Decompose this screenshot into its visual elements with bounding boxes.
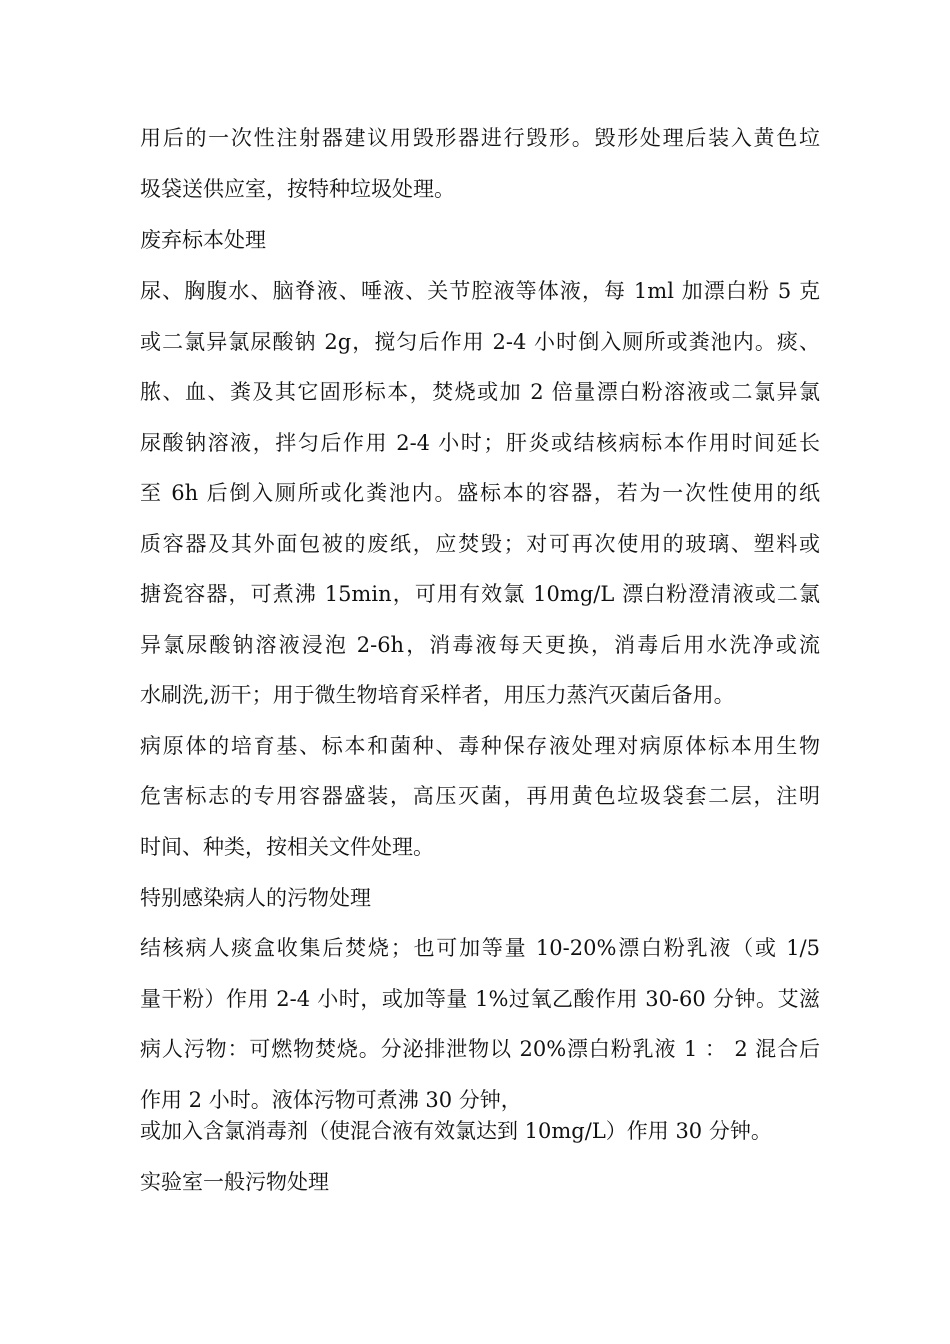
text-line: 结核病人痰盒收集后焚烧；也可加等量 10-20%漂白粉乳液（或 1/5	[140, 936, 820, 960]
text-line: 量干粉）作用 2-4 小时，或加等量 1%过氧乙酸作用 30-60 分钟。艾滋	[140, 987, 820, 1011]
text-line: 尿酸钠溶液，拌匀后作用 2-4 小时；肝炎或结核病标本作用时间延长	[140, 431, 820, 455]
text-line: 脓、血、粪及其它固形标本，焚烧或加 2 倍量漂白粉溶液或二氯异氯	[140, 380, 820, 404]
text-line: 至 6h 后倒入厕所或化粪池内。盛标本的容器，若为一次性使用的纸	[140, 481, 820, 505]
text-line: 或加入含氯消毒剂（使混合液有效氯达到 10mg/L）作用 30 分钟。	[140, 1119, 772, 1143]
text-line: 异氯尿酸钠溶液浸泡 2-6h，消毒液每天更换，消毒后用水洗净或流	[140, 633, 820, 657]
text-line: 危害标志的专用容器盛装，高压灭菌，再用黄色垃圾袋套二层，注明	[140, 784, 820, 808]
section-heading: 特别感染病人的污物处理	[140, 886, 371, 910]
section-heading: 实验室一般污物处理	[140, 1170, 329, 1194]
text-line: 质容器及其外面包被的废纸，应焚毁；对可再次使用的玻璃、塑料或	[140, 532, 820, 556]
text-line: 尿、胸腹水、脑脊液、唾液、关节腔液等体液，每 1ml 加漂白粉 5 克	[140, 279, 820, 303]
text-line: 病人污物：可燃物焚烧。分泌排泄物以 20%漂白粉乳液 1 ： 2 混合后	[140, 1037, 820, 1061]
text-line: 或二氯异氯尿酸钠 2g，搅匀后作用 2-4 小时倒入厕所或粪池内。痰、	[140, 330, 820, 354]
text-line: 水刷洗,沥干；用于微生物培育采样者，用压力蒸汽灭菌后备用。	[140, 683, 735, 707]
text-line: 病原体的培育基、标本和菌种、毒种保存液处理对病原体标本用生物	[140, 734, 820, 758]
text-line: 圾袋送供应室，按特种垃圾处理。	[140, 177, 455, 201]
text-line: 搪瓷容器，可煮沸 15min，可用有效氯 10mg/L 漂白粉澄清液或二氯	[140, 582, 820, 606]
text-line: 用后的一次性注射器建议用毁形器进行毁形。毁形处理后装入黄色垃	[140, 126, 820, 150]
text-line: 作用 2 小时。液体污物可煮沸 30 分钟，	[140, 1088, 522, 1112]
text-line: 时间、种类，按相关文件处理。	[140, 835, 434, 859]
section-heading: 废弃标本处理	[140, 228, 266, 252]
